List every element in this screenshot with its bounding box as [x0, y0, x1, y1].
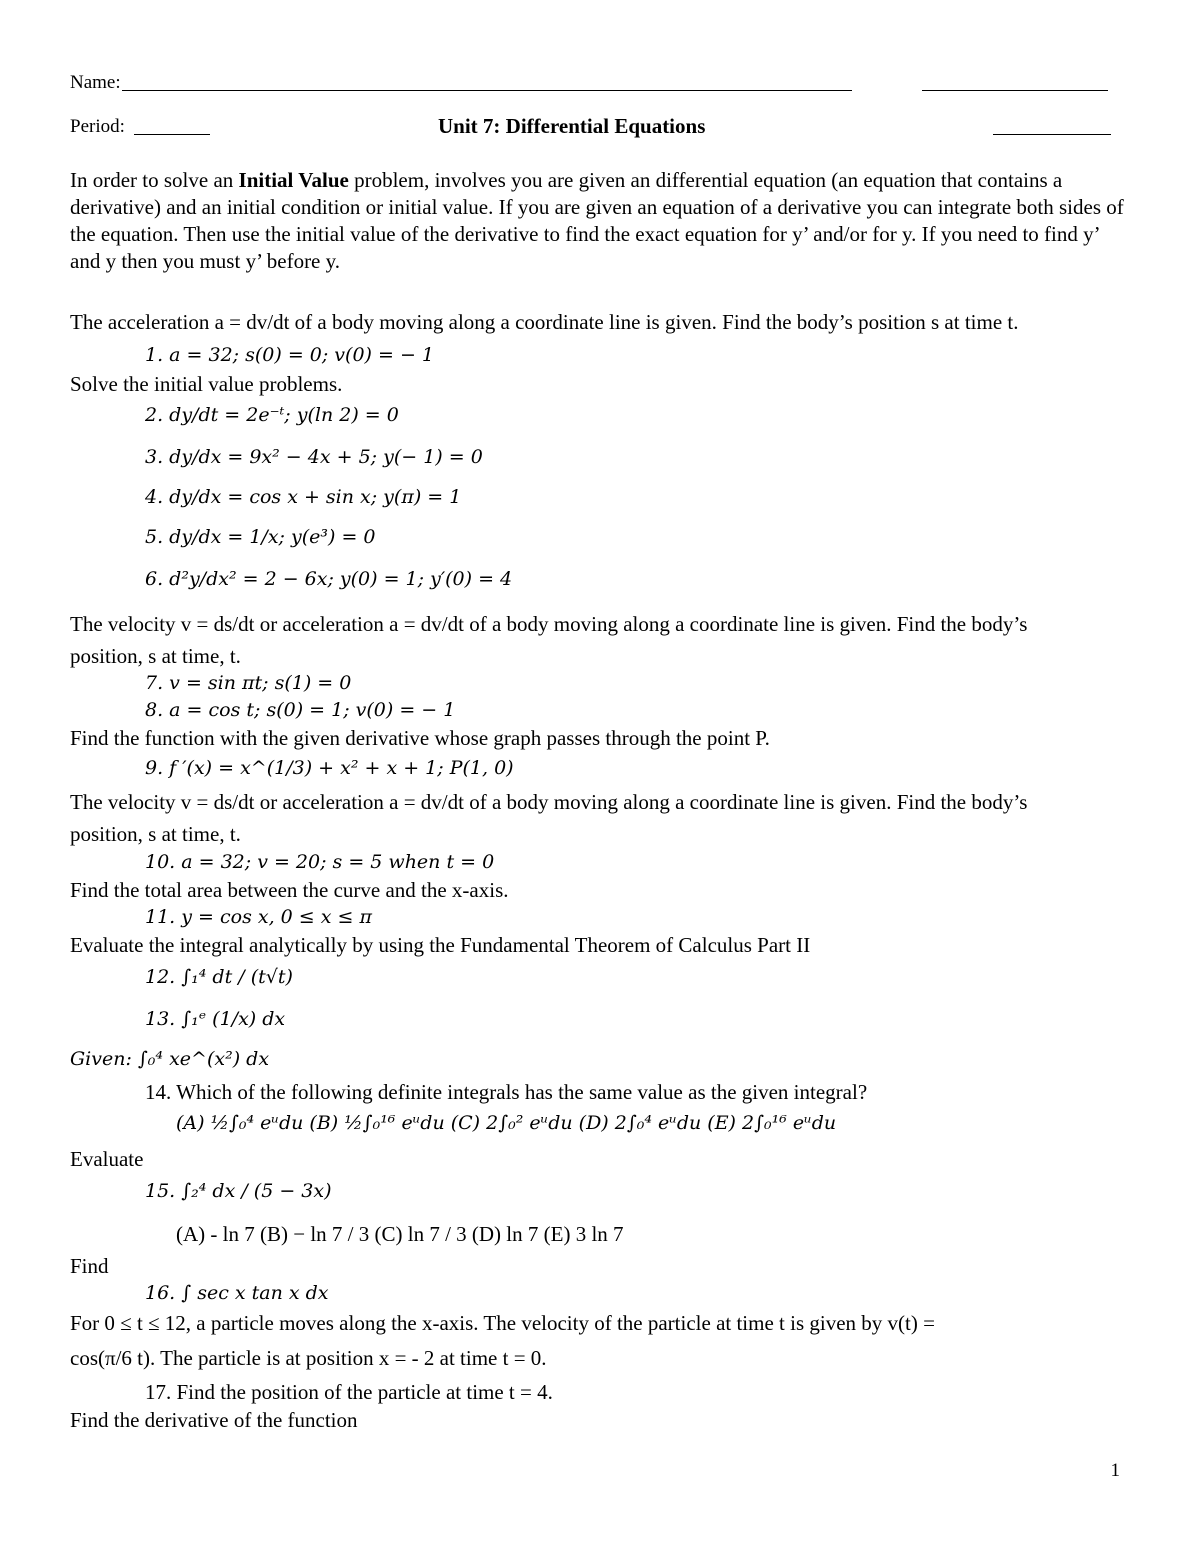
problem-14: 14. Which of the following definite integrals has the same value as the given integral?	[145, 1080, 868, 1104]
problem-15: 15. ∫₂⁴ dx / (5 − 3x)	[145, 1180, 332, 1202]
page-number: 1	[1110, 1460, 1120, 1481]
section-area: Find the total area between the curve and the x-axis.	[70, 878, 509, 902]
section-function: Find the function with the given derivative whose graph passes through the point P.	[70, 726, 770, 750]
section-velocity-1-cont: position, s at time, t.	[70, 644, 241, 668]
problem-6: 6. d²y/dx² = 2 − 6x; y(0) = 1; y′(0) = 4	[145, 568, 513, 590]
section-evaluate: Evaluate	[70, 1147, 144, 1171]
problem-10: 10. a = 32; v = 20; s = 5 when t = 0	[145, 851, 495, 873]
problem-13: 13. ∫₁ᵉ (1/x) dx	[145, 1008, 286, 1030]
period-line	[134, 134, 210, 135]
given-integral: Given: ∫₀⁴ xe^(x²) dx	[70, 1048, 270, 1070]
problem-8: 8. a = cos t; s(0) = 1; v(0) = − 1	[145, 699, 456, 721]
section-ftc: Evaluate the integral analytically by using the Fundamental Theorem of Calculus Part II	[70, 933, 811, 957]
header-right-line-2	[993, 134, 1111, 135]
problem-12: 12. ∫₁⁴ dt / (t√t)	[145, 966, 293, 988]
section-acceleration: The acceleration a = dv/dt of a body moving along a coordinate line is given. Find the body’s position s at time t.	[70, 310, 1019, 334]
problem-11: 11. y = cos x, 0 ≤ x ≤ π	[145, 906, 372, 928]
section-velocity-1: The velocity v = ds/dt or acceleration a = dv/dt of a body moving along a coordinate line is given. Find the body’s	[70, 612, 1028, 636]
section-velocity-2: The velocity v = ds/dt or acceleration a = dv/dt of a body moving along a coordinate line is given. Find the body’s	[70, 790, 1028, 814]
section-particle: For 0 ≤ t ≤ 12, a particle moves along the x-axis. The velocity of the particle at time t is given by v(t) =	[70, 1311, 935, 1335]
intro-text-2: problem, involves you are given an differential equation (an equation that contains a derivative) and an initial condition or initial value. If you are given an equation of a derivative you can integrate both sides of the equation. Then use the initial value of the derivative to find the exact equation for y’ and/or for y. If you need to find y’ and y then you must y’ before y.	[70, 168, 1124, 273]
period-label: Period:	[70, 116, 125, 137]
section-derivative: Find the derivative of the function	[70, 1408, 358, 1432]
problem-7: 7. v = sin πt; s(1) = 0	[145, 672, 352, 694]
problem-16: 16. ∫ sec x tan x dx	[145, 1282, 329, 1304]
problem-3: 3. dy/dx = 9x² − 4x + 5; y(− 1) = 0	[145, 446, 483, 468]
name-label: Name:	[70, 72, 121, 93]
intro-paragraph	[70, 167, 1130, 275]
intro-bold: Initial Value	[238, 168, 349, 192]
problem-17: 17. Find the position of the particle at time t = 4.	[145, 1380, 553, 1404]
problem-9: 9. f ′(x) = x^(1/3) + x² + x + 1; P(1, 0)	[145, 757, 514, 779]
intro-text-1: In order to solve an	[70, 168, 239, 192]
problem-14-choices: (A) ½∫₀⁴ eᵘdu (B) ½∫₀¹⁶ eᵘdu (C) 2∫₀² eᵘdu (D) 2∫₀⁴ eᵘdu (E) 2∫₀¹⁶ eᵘdu	[176, 1112, 837, 1134]
problem-1: 1. a = 32; s(0) = 0; v(0) = − 1	[145, 344, 434, 366]
section-ivp: Solve the initial value problems.	[70, 372, 343, 396]
section-velocity-2-cont: position, s at time, t.	[70, 822, 241, 846]
problem-4: 4. dy/dx = cos x + sin x; y(π) = 1	[145, 486, 462, 508]
problem-2: 2. dy/dt = 2e⁻ᵗ; y(ln 2) = 0	[145, 404, 399, 426]
problem-5: 5. dy/dx = 1/x; y(e³) = 0	[145, 526, 376, 548]
page-title: Unit 7: Differential Equations	[438, 114, 706, 138]
problem-15-choices: (A) - ln 7 (B) − ln 7 / 3 (C) ln 7 / 3 (D) ln 7 (E) 3 ln 7	[176, 1222, 624, 1246]
section-find: Find	[70, 1254, 109, 1278]
name-line	[122, 90, 852, 91]
section-particle-cont: cos(π/6 t). The particle is at position x = - 2 at time t = 0.	[70, 1346, 547, 1370]
header-right-line-1	[922, 90, 1108, 91]
